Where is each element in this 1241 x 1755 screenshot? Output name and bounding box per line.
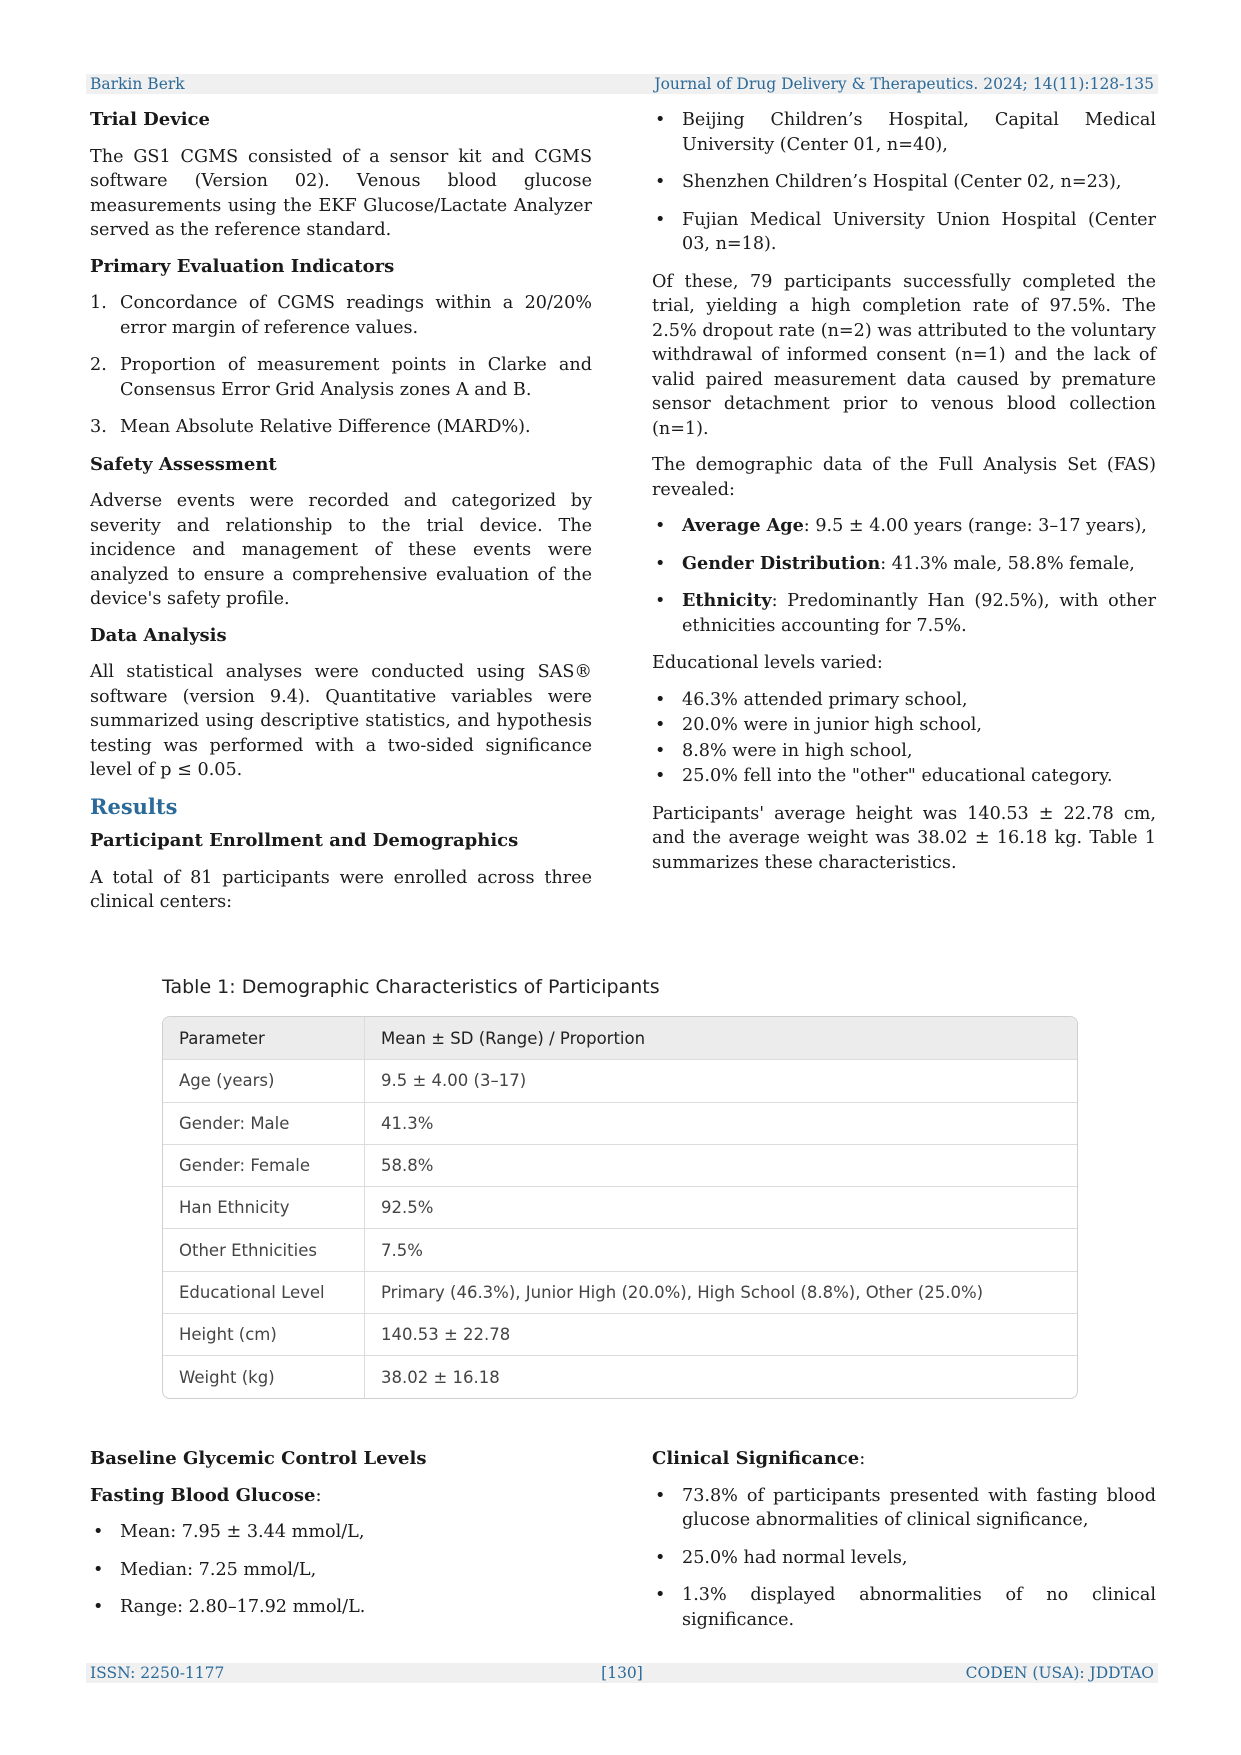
- trial-device-text: The GS1 CGMS consisted of a sensor kit and CGMS software (Version 02). Venous blood glucose measurements using the EKF Glucose/Lactate Analyzer served as the reference standard.: [90, 146, 592, 240]
- list-item: [90, 353, 592, 402]
- list-number: 1.: [90, 293, 107, 313]
- list-item-label: Gender Distribution: [682, 552, 881, 574]
- list-item: [652, 514, 1156, 539]
- list-item-text: : Predominantly Han (92.5%), with other ethnicities accounting for 7.5%.: [682, 591, 1156, 636]
- list-item: • 73.8% of participants presented with fasting blood glucose abnormalities of clinical significance,: [652, 1484, 1156, 1533]
- list-item: • 8.8% were in high school,: [652, 739, 1156, 764]
- table-row: [163, 1144, 1077, 1186]
- table-cell: 58.8%: [381, 1156, 434, 1176]
- fasting-glucose-label: Fasting Blood Glucose: [90, 1484, 316, 1506]
- list-item-text: : 41.3% male, 58.8% female,: [880, 553, 1135, 574]
- results-heading: Results: [90, 793, 178, 819]
- clinical-significance-colon: :: [859, 1448, 866, 1469]
- list-item: [652, 589, 1156, 638]
- enrollment-text: A total of 81 participants were enrolled across three clinical centers:: [90, 867, 592, 912]
- fasting-glucose-heading: [90, 1484, 592, 1509]
- centers-list: [652, 108, 1156, 257]
- table-cell: Gender: Female: [163, 1145, 365, 1186]
- table-header-row: [163, 1017, 1077, 1059]
- list-item-text: Proportion of measurement points in Clarke and Consensus Error Grid Analysis zones A and B.: [120, 355, 592, 400]
- page-number: [130]: [601, 1664, 643, 1682]
- left-column: [90, 108, 592, 927]
- running-footer: [86, 1663, 1158, 1683]
- list-item: [652, 552, 1156, 577]
- primary-indicators-heading: Primary Evaluation Indicators: [90, 255, 395, 277]
- list-item: • Range: 2.80–17.92 mmol/L.: [90, 1595, 592, 1620]
- footer-issn: ISSN: 2250-1177: [90, 1664, 225, 1682]
- table-cell: 41.3%: [381, 1113, 434, 1133]
- demographics-table: [162, 1016, 1078, 1399]
- table-cell: 140.53 ± 22.78: [381, 1325, 511, 1345]
- fas-intro-text: The demographic data of the Full Analysis Set (FAS) revealed:: [652, 455, 1156, 500]
- header-journal: Journal of Drug Delivery & Therapeutics. 2024; 14(11):128-135: [654, 75, 1154, 93]
- table-row: [163, 1186, 1077, 1228]
- demographics-list: [652, 514, 1156, 638]
- safety-heading: Safety Assessment: [90, 453, 277, 475]
- table-row: [163, 1102, 1077, 1144]
- list-item: • 25.0% fell into the "other" educational category.: [652, 764, 1156, 789]
- clinical-significance-label: Clinical Significance: [652, 1448, 860, 1469]
- table-cell: Han Ethnicity: [163, 1187, 365, 1228]
- list-item: • Mean: 7.95 ± 3.44 mmol/L,: [90, 1520, 592, 1545]
- table-cell: 92.5%: [381, 1198, 434, 1218]
- table-header-cell: Mean ± SD (Range) / Proportion: [381, 1028, 646, 1048]
- table-title: Table 1: Demographic Characteristics of Participants: [162, 976, 660, 998]
- completion-text: Of these, 79 participants successfully completed the trial, yielding a high completion rate of 97.5%. The 2.5% dropout rate (n=2) was attributed to the voluntary withdrawal of informed consent (n=1) and the lack of valid paired measurement data caused by premature sensor detachment prior to venous blood collection (n=1).: [652, 271, 1156, 439]
- running-header: [86, 74, 1158, 94]
- safety-text: Adverse events were recorded and categorized by severity and relationship to the trial device. The incidence and management of these events were analyzed to ensure a comprehensive evaluation of the device's safety profile.: [90, 491, 592, 609]
- list-item: • Median: 7.25 mmol/L,: [90, 1558, 592, 1583]
- table-cell: Height (cm): [163, 1314, 365, 1355]
- height-weight-text: Participants' average height was 140.53 ± 22.78 cm, and the average weight was 38.02 ± 16.18 kg. Table 1 summarizes these characteristics.: [652, 803, 1156, 873]
- list-number: 3.: [90, 417, 107, 437]
- data-analysis-heading: Data Analysis: [90, 624, 227, 646]
- list-item: • Shenzhen Children’s Hospital (Center 02, n=23),: [652, 170, 1156, 195]
- clinical-significance-heading: [652, 1447, 1156, 1472]
- table-cell: 9.5 ± 4.00 (3–17): [381, 1071, 527, 1091]
- bottom-left-column: [90, 1447, 592, 1633]
- table-cell: 7.5%: [381, 1240, 423, 1260]
- table-row: [163, 1271, 1077, 1313]
- list-item-label: Average Age: [682, 515, 804, 536]
- table-cell: Primary (46.3%), Junior High (20.0%), High School (8.8%), Other (25.0%): [381, 1282, 984, 1302]
- list-number: 2.: [90, 355, 107, 375]
- list-item: • 1.3% displayed abnormalities of no clinical significance.: [652, 1583, 1156, 1632]
- table-cell: Other Ethnicities: [163, 1229, 365, 1270]
- list-item: • Fujian Medical University Union Hospital (Center 03, n=18).: [652, 208, 1156, 257]
- education-list: [652, 688, 1156, 789]
- table-cell: Gender: Male: [163, 1103, 365, 1144]
- list-item: • 20.0% were in junior high school,: [652, 713, 1156, 738]
- clinical-significance-list: [652, 1484, 1156, 1633]
- table-row: [163, 1228, 1077, 1270]
- list-item: • 25.0% had normal levels,: [652, 1546, 1156, 1571]
- list-item-text: : 9.5 ± 4.00 years (range: 3–17 years),: [803, 516, 1147, 536]
- trial-device-heading: Trial Device: [90, 109, 210, 130]
- table-cell: 38.02 ± 16.18: [381, 1367, 500, 1387]
- primary-indicators-list: [90, 291, 592, 440]
- bottom-right-column: [652, 1447, 1156, 1645]
- table-row: [163, 1355, 1077, 1397]
- table-row: [163, 1313, 1077, 1355]
- footer-coden: CODEN (USA): JDDTAO: [965, 1664, 1155, 1682]
- right-column: [652, 108, 1156, 887]
- table-cell: Age (years): [163, 1060, 365, 1101]
- fasting-glucose-colon: :: [315, 1484, 322, 1506]
- header-author: Barkin Berk: [90, 75, 185, 93]
- data-analysis-text: All statistical analyses were conducted using SAS® software (version 9.4). Quantitative variables were summarized using descriptive statistics, and hypothesis testing was performed with a two-sided significance level of p ≤ 0.05.: [90, 662, 592, 780]
- table-row: [163, 1059, 1077, 1101]
- table-header-cell: Parameter: [163, 1017, 365, 1059]
- glycemic-heading: Baseline Glycemic Control Levels: [90, 1448, 427, 1469]
- table-cell: Weight (kg): [163, 1356, 365, 1397]
- list-item: • 46.3% attended primary school,: [652, 688, 1156, 713]
- list-item: [90, 415, 592, 440]
- fasting-glucose-list: [90, 1520, 592, 1620]
- list-item-text: Concordance of CGMS readings within a 20/20% error margin of reference values.: [120, 293, 592, 338]
- education-intro-text: Educational levels varied:: [652, 653, 883, 673]
- list-item-text: Mean Absolute Relative Difference (MARD%).: [120, 417, 531, 437]
- list-item-label: Ethnicity: [682, 590, 772, 611]
- enrollment-heading: Participant Enrollment and Demographics: [90, 830, 519, 851]
- table-cell: Educational Level: [163, 1272, 365, 1313]
- list-item: • Beijing Children’s Hospital, Capital Medical University (Center 01, n=40),: [652, 108, 1156, 157]
- list-item: [90, 291, 592, 340]
